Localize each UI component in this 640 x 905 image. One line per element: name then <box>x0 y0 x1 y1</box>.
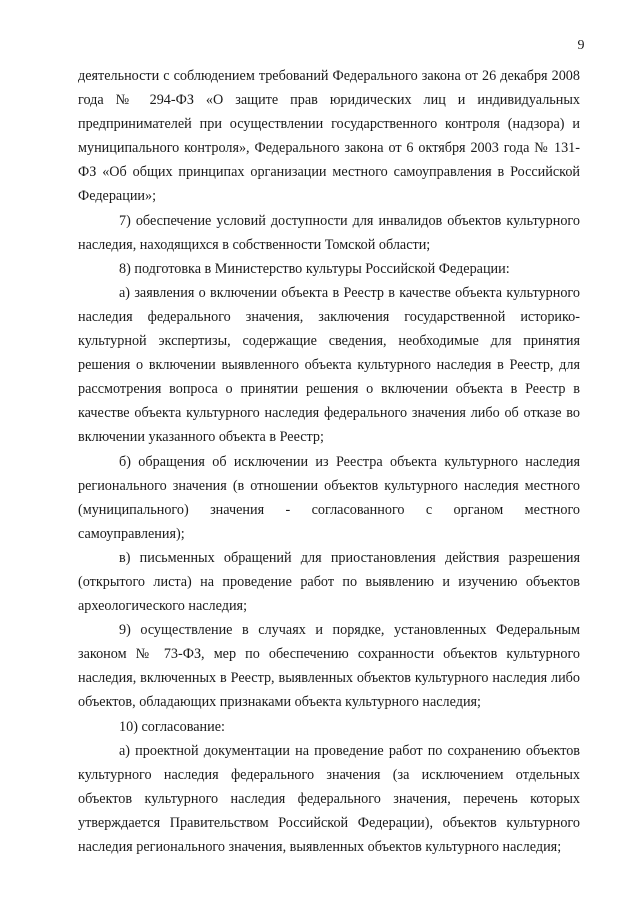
paragraph-item-8a: а) заявления о включении объекта в Реестр в качестве объекта культурного наследия федерального значения, заключения государственной историко-культурной экспертизы, содержащие сведения, необходимые для принятия решения о включении выявленного объекта культурного наследия в Реестр, для рассмотрения вопроса о принятии решения о включении объекта в Реестр в качестве объекта культурного наследия федерального значения либо об отказе во включении указанного объекта в Реестр; <box>78 284 580 446</box>
paragraph-item-10: 10) согласование: <box>119 718 225 735</box>
paragraph-item-10a: а) проектной документации на проведение работ по сохранению объектов культурного наследия федерального значения (за исключением отдельных объектов культурного наследия федерального значения, перечень которых утверждается Правительством Российской Федерации), объектов культурного наследия регионального значения, выявленных объектов культурного наследия; <box>78 742 580 855</box>
paragraph-item-7: 7) обеспечение условий доступности для инвалидов объектов культурного наследия, находящихся в собственности Томской области; <box>78 212 580 253</box>
paragraph-item-9: 9) осуществление в случаях и порядке, установленных Федеральным законом № 73-ФЗ, мер по обеспечению сохранности объектов культурного наследия, включенных в Реестр, выявленных объектов культурного наследия либо объектов, обладающих признаками объекта культурного наследия; <box>78 622 580 711</box>
paragraph-item-8b: б) обращения об исключении из Реестра объекта культурного наследия регионального значения (в отношении объектов культурного наследия местного (муниципального) значения - согласованного с органом местного самоуправления); <box>78 453 580 542</box>
document-body <box>78 64 580 859</box>
paragraph-item-8: 8) подготовка в Министерство культуры Российской Федерации: <box>119 260 510 277</box>
paragraph-continuation: деятельности с соблюдением требований Федерального закона от 26 декабря 2008 года № 294-ФЗ «О защите прав юридических лиц и индивидуальных предпринимателей при осуществлении государственного контроля (надзора) и муниципального контроля», Федерального закона от 6 октября 2003 года № 131-ФЗ «Об общих принципах организации местного самоуправления в Российской Федерации»; <box>78 68 580 205</box>
page-number: 9 <box>577 38 585 53</box>
paragraph-item-8v: в) письменных обращений для приостановления действия разрешения (открытого листа) на проведение работ по выявлению и изучению объектов археологического наследия; <box>78 549 580 615</box>
